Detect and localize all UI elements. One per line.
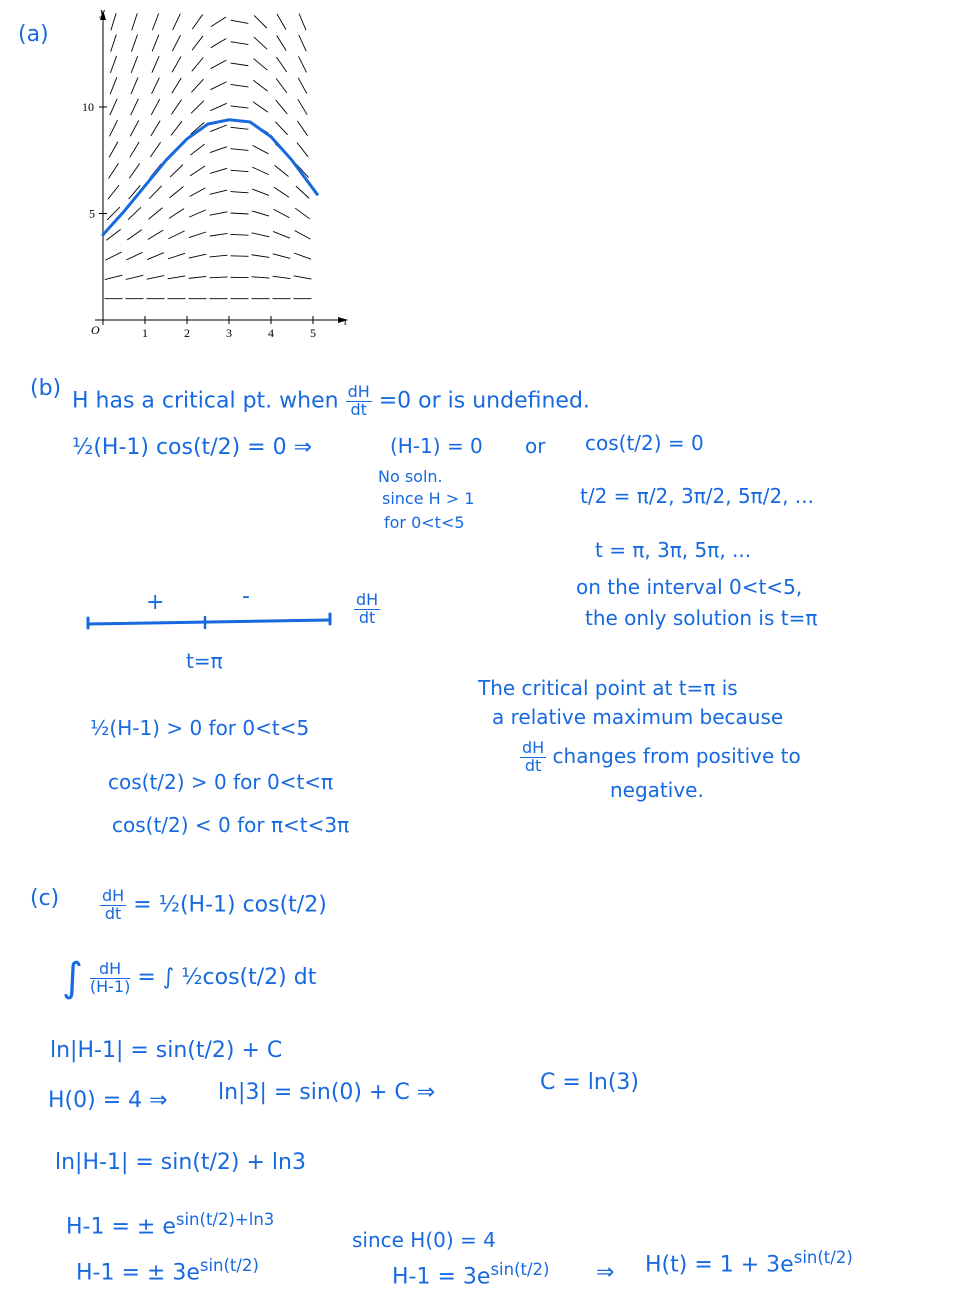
slope-segment (132, 35, 138, 52)
slope-segment (210, 125, 227, 132)
slope-segment (295, 208, 310, 219)
slope-segment (254, 15, 267, 28)
slope-segment (210, 147, 227, 153)
exponential-1: H-1 = ± $e^{sin(t/2)+ln3}$ (66, 1210, 275, 1240)
slope-segment (210, 82, 226, 90)
part-c-label: (c) (30, 886, 60, 911)
slope-segment (231, 63, 249, 66)
slope-segment (151, 99, 160, 115)
slope-segment (168, 253, 185, 259)
slope-segment (128, 207, 141, 219)
sign-chart-line (85, 604, 345, 634)
slope-segment (191, 79, 203, 92)
slope-segment (147, 276, 165, 280)
slope-segment (210, 190, 227, 194)
slope-segment (298, 56, 306, 72)
differential-equation: $\frac{dH}{dt}$ = ½(H-1) cos(t/2) (102, 886, 327, 923)
inequality-2: cos(t/2) > 0 for 0<t<π (108, 770, 334, 794)
initial-condition: H(0) = 4 ⇒ (48, 1088, 168, 1113)
part-b-intro: H has a critical pt. when $\frac{dH}{dt}$ =0 or is undefined. (72, 382, 590, 419)
log-equation: ln|H-1| = sin(t/2) + C (50, 1038, 283, 1063)
no-solution-line-3: for 0<t<5 (384, 513, 465, 532)
origin-label: O (91, 323, 100, 337)
slope-segment (106, 229, 120, 240)
slope-segment (231, 127, 249, 129)
slope-segment (210, 103, 226, 110)
slope-segment (231, 42, 249, 45)
inequality-1: ½(H-1) > 0 for 0<t<5 (90, 716, 310, 740)
slope-segment (276, 57, 286, 72)
slope-segment (147, 253, 164, 260)
slope-segment (105, 275, 122, 279)
conclusion-line-1: The critical point at t=π is (478, 676, 738, 700)
slope-segment (273, 254, 290, 259)
slope-segment (172, 57, 181, 73)
no-solution-line-1: No soln. (378, 467, 443, 486)
slope-segment (252, 255, 270, 258)
slope-segment (210, 233, 228, 236)
implies-arrow: ⇒ (596, 1260, 615, 1285)
slope-segment (189, 276, 207, 278)
slope-segment (252, 233, 270, 237)
slope-segment (297, 143, 308, 157)
y-axis-label: y (100, 6, 105, 18)
slope-segment (148, 230, 163, 239)
slope-segment (299, 14, 306, 31)
log-equation-2: ln|H-1| = sin(t/2) + ln3 (55, 1150, 306, 1175)
half-angle-solutions: t/2 = π/2, 3π/2, 5π/2, ... (580, 484, 814, 508)
y-tick-label: 5 (89, 206, 95, 221)
slope-segment (192, 14, 202, 29)
solution-curve (103, 120, 317, 235)
t-solutions: t = π, 3π, 5π, ... (595, 538, 752, 562)
part-b-label: (b) (30, 376, 62, 401)
conclusion-line-2: a relative maximum because (492, 705, 784, 729)
conclusion-line-4: negative. (610, 778, 704, 802)
slope-segment (277, 35, 287, 50)
slope-segment (109, 120, 117, 136)
slope-segment (274, 187, 289, 197)
exponential-2: H-1 = ± $3e^{sin(t/2)}$ (76, 1256, 259, 1286)
slope-segment (149, 208, 163, 219)
slope-segment (295, 230, 311, 239)
slope-segment (108, 185, 119, 199)
slope-segment (105, 252, 121, 260)
sign-chart-point: t=π (186, 649, 223, 673)
axes (91, 6, 348, 337)
interval-line-1: on the interval 0<t<5, (576, 575, 803, 599)
slope-segment (210, 168, 227, 173)
slope-segment (254, 59, 268, 71)
slope-segment (129, 164, 139, 179)
x-tick-label: 3 (226, 326, 232, 340)
slope-segment (173, 14, 181, 30)
slope-segment (152, 35, 159, 52)
slope-segment (149, 186, 162, 199)
slope-segment (110, 56, 116, 73)
slope-segment (190, 144, 204, 155)
slope-segment (299, 35, 306, 51)
slope-segment (168, 276, 186, 279)
slope-segment (131, 56, 137, 73)
slope-segment (131, 77, 138, 94)
constant-value: C = ln(3) (540, 1070, 639, 1095)
slope-segment (275, 122, 287, 135)
x-tick-label: 1 (142, 326, 148, 340)
y-tick-label: 10 (82, 100, 94, 114)
slope-segment (296, 186, 309, 198)
slope-segment (274, 209, 290, 217)
slope-segment (189, 232, 206, 238)
slope-segment (132, 13, 138, 30)
cos-equation: cos(t/2) = 0 (585, 431, 704, 455)
sign-minus: - (242, 584, 250, 609)
slope-segment (276, 78, 287, 92)
slope-segment (211, 39, 226, 48)
slope-segment (253, 80, 267, 91)
slope-segment (253, 102, 268, 112)
slope-segment (170, 187, 184, 198)
slope-segment (294, 276, 312, 279)
slope-segment (152, 13, 158, 30)
slope-segment (273, 231, 290, 238)
slope-segment (152, 56, 159, 72)
sign-plus: + (146, 590, 165, 615)
since-condition: since H(0) = 4 (352, 1228, 496, 1252)
slope-segment (171, 100, 181, 115)
slope-segment (150, 142, 160, 157)
exponential-3: $H-1 = 3e^{sin(t/2)}$ (392, 1260, 550, 1290)
x-tick-label: 5 (310, 326, 316, 340)
slope-segment (151, 121, 160, 136)
part-a-label: (a) (18, 22, 49, 47)
slope-segment (252, 189, 269, 195)
critical-equation: ½(H-1) cos(t/2) = 0 ⇒ (72, 435, 313, 460)
slope-segment (191, 101, 204, 114)
slope-segment (210, 255, 228, 257)
slope-segment (111, 35, 117, 52)
slope-segment (276, 100, 288, 114)
slope-segment (169, 209, 184, 219)
slope-segment (131, 99, 139, 115)
slope-segment (126, 275, 144, 279)
slope-segment (110, 77, 117, 94)
slope-segment (168, 231, 184, 239)
slope-segment (298, 99, 307, 114)
slope-segment (192, 57, 204, 71)
slope-segment (231, 192, 249, 193)
slope-segment (274, 165, 288, 176)
x-tick-label: 4 (268, 326, 274, 340)
slope-segment (130, 120, 138, 136)
slope-segment (189, 210, 205, 217)
slope-segment (152, 78, 160, 94)
factor-equation: (H-1) = 0 (390, 434, 483, 458)
slope-segment (297, 121, 307, 136)
slope-segment (172, 78, 181, 93)
slope-segment (130, 142, 139, 157)
slope-segment (109, 142, 118, 158)
slope-segment (210, 212, 228, 215)
slope-segment (190, 166, 205, 176)
slope-segment (110, 99, 117, 115)
slope-segment (298, 78, 307, 94)
slope-segment (171, 121, 182, 135)
slope-segment (231, 213, 249, 214)
slope-segment (111, 13, 116, 30)
slope-segment (252, 277, 270, 278)
slope-segment (254, 37, 267, 49)
separated-integral: ∫ $\frac{dH}{(H-1)}$ = ∫ ½cos(t/2) dt (62, 955, 317, 1001)
slope-segment (294, 253, 311, 259)
or-text: or (525, 434, 546, 458)
final-solution: $H(t) = 1 + 3e^{sin(t/2)}$ (645, 1248, 853, 1278)
slope-segment (211, 17, 226, 27)
slope-segment (192, 36, 203, 50)
slope-segment (273, 276, 291, 278)
slope-segment (126, 252, 142, 260)
slope-segment (211, 60, 227, 69)
constant-equation: ln|3| = sin(0) + C ⇒ (218, 1080, 436, 1105)
slope-segment (127, 230, 142, 240)
no-solution-line-2: since H > 1 (382, 489, 475, 508)
interval-line-2: the only solution is t=π (585, 606, 818, 630)
slope-segment (231, 106, 249, 108)
inequality-3: cos(t/2) < 0 for π<t<3π (112, 813, 350, 837)
slope-segment (231, 20, 249, 23)
slope-segment (231, 234, 249, 235)
slope-field-graph (70, 0, 430, 350)
slope-segment (252, 211, 269, 216)
t-axis-label: t (344, 316, 348, 328)
slope-segment (231, 170, 249, 171)
slope-segment (172, 35, 180, 51)
slope-segment (170, 165, 183, 178)
slope-segment (252, 167, 268, 174)
slope-segment (190, 188, 206, 197)
slope-segment (231, 84, 249, 86)
conclusion-line-3: $\frac{dH}{dt}$ changes from positive to (522, 738, 801, 775)
sign-chart-label: $\frac{dH}{dt}$ (356, 590, 379, 627)
slope-segment (253, 145, 269, 153)
slope-segment (109, 163, 119, 178)
x-tick-label: 2 (184, 326, 190, 340)
slope-field (105, 13, 312, 299)
slope-segment (277, 14, 286, 30)
slope-segment (189, 254, 207, 258)
slope-segment (231, 149, 249, 151)
slope-segment (210, 277, 228, 278)
